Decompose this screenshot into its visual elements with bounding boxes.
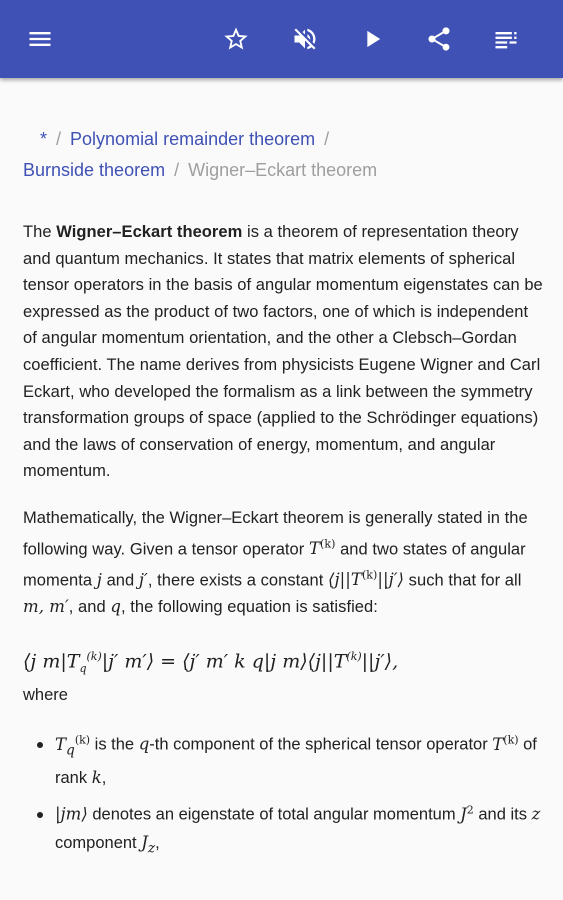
statement-text: , the following equation is satisfied: [121, 597, 378, 616]
intro-text: is a theorem of representation theory and quantum mechanics. It states that matrix elements of spherical tensor operators in the basis of angular momentum eigenstates can be expressed as the product of two factors, one of which is independent of angular momentum orientation, and the other a Clebsch–Gordan coefficient. The name derives from physicists Eugene Wigner and Carl Eckart, who developed the formalism as a link between the symmetry transformation groups of space (applied to the Schrödinger equations) and the laws of conservation of energy, momentum, and angular momentum. [23, 223, 543, 481]
math-q: q [138, 734, 150, 754]
math-k: k [91, 768, 102, 788]
play-button[interactable] [350, 17, 394, 61]
playlist-icon [492, 25, 520, 53]
breadcrumb-separator: / [174, 160, 180, 180]
breadcrumb [23, 124, 543, 186]
math-ket-jm: |jm⟩ [55, 804, 88, 824]
mute-button[interactable] [283, 17, 327, 61]
math-tensor-operator: $T^{(k)}$ [492, 733, 519, 754]
math-m-mprime: m, m′ [23, 596, 69, 616]
article-content [23, 124, 543, 866]
math-jz: $J_z$ [141, 832, 156, 857]
list-item-text: -th component of the spherical tensor operator [149, 735, 493, 754]
share-icon [425, 25, 453, 53]
volume-off-icon [291, 25, 319, 53]
list-item-text: and its [473, 805, 532, 824]
breadcrumb-separator: / [324, 129, 330, 149]
star-outline-icon [222, 25, 250, 53]
menu-button[interactable] [18, 17, 62, 61]
math-z: z [531, 804, 541, 824]
math-j: j [96, 570, 102, 590]
statement-text: , and [68, 597, 111, 616]
list-item [55, 796, 543, 862]
definition-list [23, 726, 543, 862]
list-item-text: , [155, 833, 160, 852]
contents-button[interactable] [484, 17, 528, 61]
math-q: q [110, 596, 121, 616]
statement-text: , there exists a constant [147, 571, 329, 590]
math-j-squared: $J^2$ [460, 803, 474, 824]
math-j-prime: j′ [138, 570, 148, 590]
wigner-eckart-equation: ⟨j $m|T_q^{(k)}|j'$ m′⟩ = ⟨j′ m′ k q|j $m⟩⟨j||T^{(k)}||j'⟩$, [23, 650, 399, 676]
breadcrumb-link-polynomial-remainder[interactable]: Polynomial remainder theorem [70, 129, 316, 149]
statement-text: and [101, 571, 139, 590]
math-tensor-operator: $T^{(k)}$ [308, 537, 336, 559]
breadcrumb-current: Wigner–Eckart theorem [188, 160, 378, 180]
where-text: where [23, 686, 68, 705]
article-term: Wigner–Eckart theorem [56, 223, 243, 241]
statement-paragraph [23, 505, 543, 620]
math-tq: $T_q^{(k)}$ [55, 733, 91, 759]
list-item-text: is the [90, 735, 139, 754]
breadcrumb-home-link[interactable]: * [40, 129, 48, 149]
list-item-text: of rank [55, 735, 537, 788]
menu-icon [26, 25, 54, 53]
list-item [55, 726, 543, 792]
list-item-text: denotes an eigenstate of total angular momentum [87, 805, 461, 824]
intro-text-prefix: The [23, 223, 57, 241]
list-item-text: component [55, 833, 142, 852]
play-icon [358, 25, 386, 53]
math-reduced-element: $⟨j||T^{(k)}||j'⟩$ [328, 568, 405, 590]
statement-text: such that for all [404, 571, 522, 590]
statement-text: Mathematically, the Wigner–Eckart theorem is generally stated in the following way. Given a tensor operator [23, 508, 528, 559]
list-item-text: , [101, 769, 107, 788]
intro-paragraph [23, 219, 543, 485]
statement-text: and two states of angular momenta [23, 540, 526, 590]
breadcrumb-link-burnside[interactable]: Burnside theorem [23, 160, 166, 180]
bookmark-button[interactable] [214, 17, 258, 61]
app-bar [0, 0, 563, 78]
share-button[interactable] [417, 17, 461, 61]
breadcrumb-separator: / [56, 129, 62, 149]
